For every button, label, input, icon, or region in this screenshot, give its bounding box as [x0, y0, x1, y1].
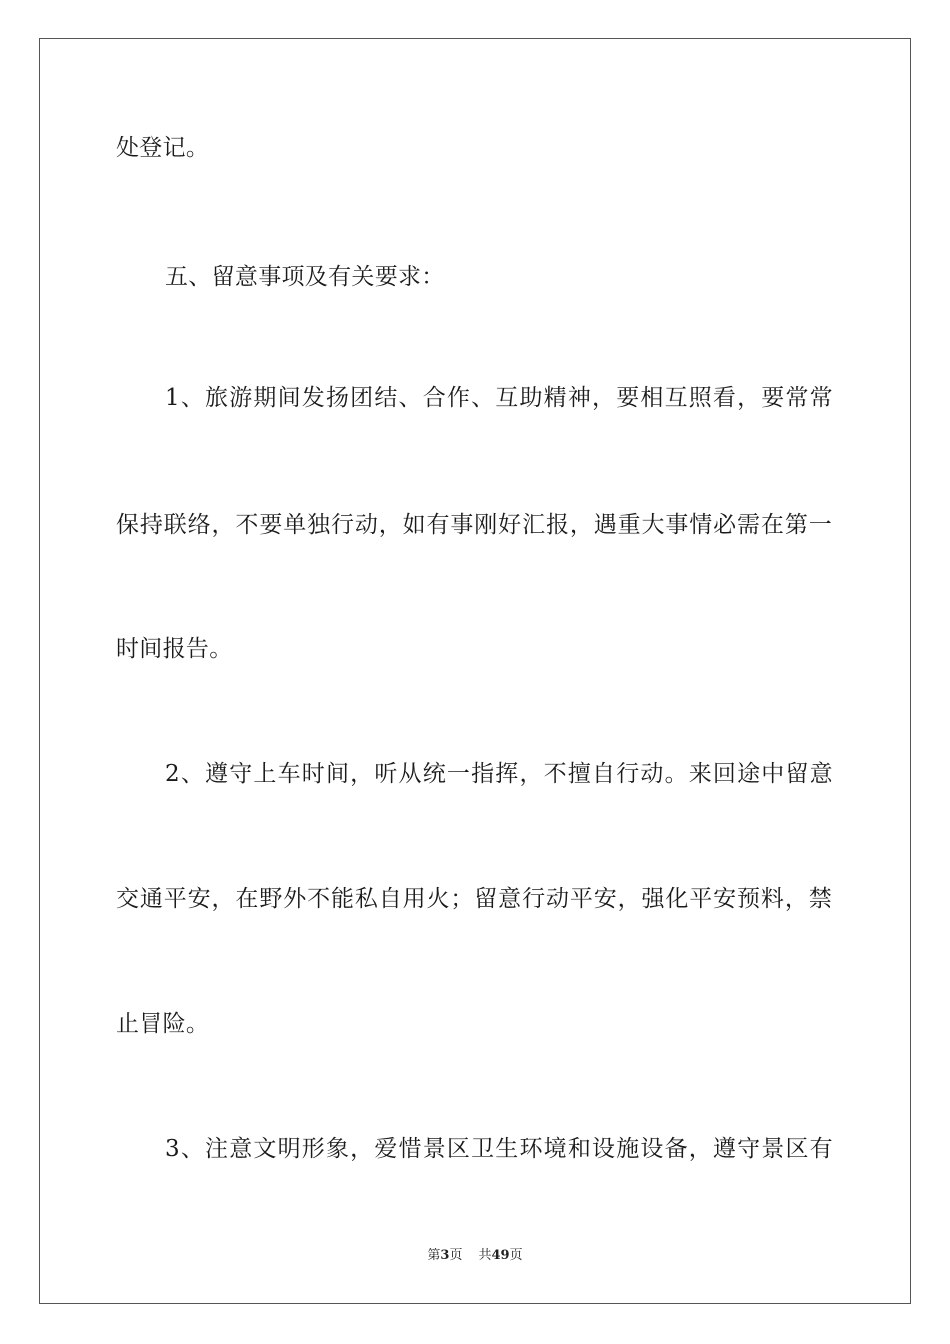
footer-total-suffix: 页	[509, 1248, 523, 1263]
footer-total-prefix: 共	[478, 1248, 492, 1263]
text-line-9: 3、注意文明形象，爱惜景区卫生环境和设施设备，遵守景区有	[165, 1136, 833, 1162]
footer-total-pages: 49	[491, 1248, 510, 1263]
footer-page-suffix: 页	[449, 1248, 463, 1263]
text-line-6: 2、遵守上车时间，听从统一指挥，不擅自行动。来回途中留意	[165, 761, 833, 787]
text-line-3: 1、旅游期间发扬团结、合作、互助精神，要相互照看，要常常	[165, 385, 833, 411]
text-line-7: 交通平安，在野外不能私自用火；留意行动平安，强化平安预料，禁	[116, 886, 832, 912]
text-line-5: 时间报告。	[116, 636, 233, 662]
section-heading: 五、留意事项及有关要求：	[165, 264, 445, 290]
page-frame	[39, 38, 911, 1304]
page-footer	[0, 1246, 950, 1266]
text-line-1: 处登记。	[116, 135, 210, 161]
footer-page-number: 3	[440, 1248, 450, 1263]
text-line-8: 止冒险。	[116, 1011, 210, 1037]
text-line-4: 保持联络，不要单独行动，如有事刚好汇报，遇重大事情必需在第一	[116, 512, 832, 538]
footer-page-prefix: 第	[427, 1248, 441, 1263]
